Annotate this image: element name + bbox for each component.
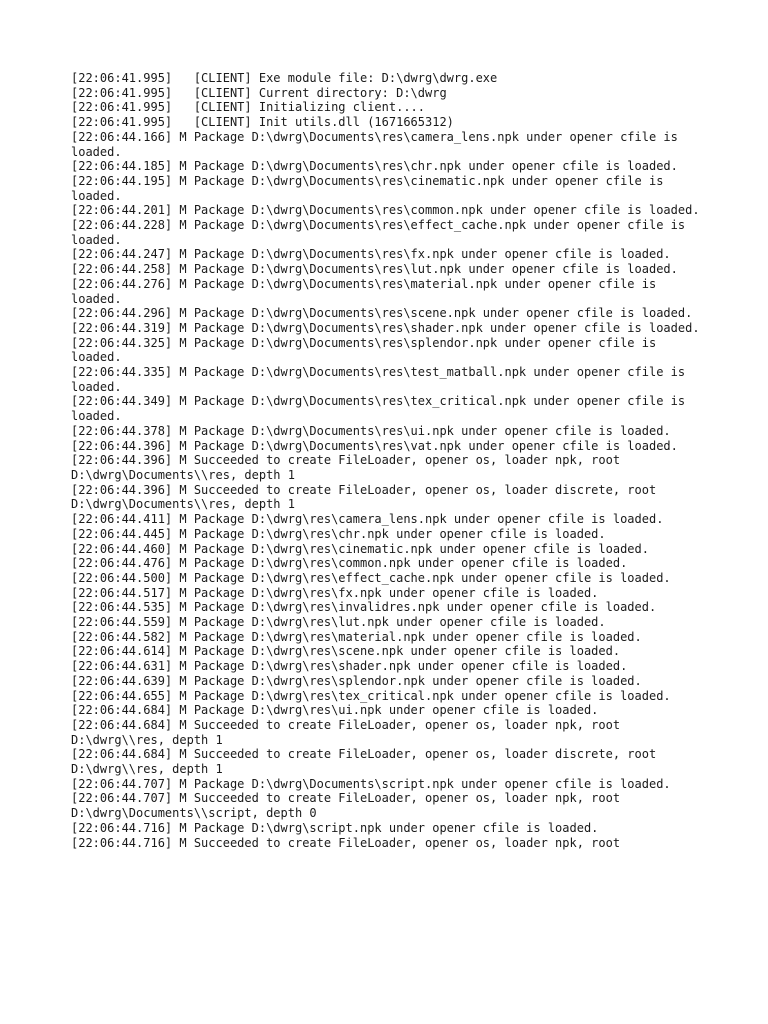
log-output xyxy=(71,71,701,850)
log-line: [22:06:44.716] M Succeeded to create FileLoader, opener os, loader npk, root xyxy=(71,835,621,850)
log-line: [22:06:44.639] M Package D:\dwrg\res\splendor.npk under opener cfile is loaded. xyxy=(71,673,642,688)
log-line: [22:06:44.296] M Package D:\dwrg\Documents\res\scene.npk under opener cfile is loaded. xyxy=(71,306,693,321)
log-line: [22:06:44.684] M Succeeded to create FileLoader, opener os, loader npk, root D:\dwrg\\res, depth 1 xyxy=(71,717,628,747)
log-line: [22:06:44.396] M Succeeded to create FileLoader, opener os, loader npk, root D:\dwrg\Documents\\res, depth 1 xyxy=(71,453,628,482)
log-line: [22:06:44.445] M Package D:\dwrg\res\chr.npk under opener cfile is loaded. xyxy=(71,526,606,541)
log-line: [22:06:44.535] M Package D:\dwrg\res\invalidres.npk under opener cfile is loaded. xyxy=(71,600,657,615)
log-line: [22:06:44.559] M Package D:\dwrg\res\lut.npk under opener cfile is loaded. xyxy=(71,615,606,630)
log-line: [22:06:44.319] M Package D:\dwrg\Documents\res\shader.npk under opener cfile is loaded. xyxy=(71,320,700,335)
log-line: [22:06:44.195] M Package D:\dwrg\Documents\res\cinematic.npk under opener cfile is loaded. xyxy=(71,173,671,203)
log-line: [22:06:44.396] M Succeeded to create FileLoader, opener os, loader discrete, root D:\dwrg\Documents\\res, depth 1 xyxy=(71,482,664,512)
log-line: [22:06:44.614] M Package D:\dwrg\res\scene.npk under opener cfile is loaded. xyxy=(71,644,621,659)
log-line: [22:06:44.684] M Succeeded to create FileLoader, opener os, loader discrete, root D:\dwrg\\res, depth 1 xyxy=(71,747,664,777)
log-line: [22:06:44.247] M Package D:\dwrg\Documents\res\fx.npk under opener cfile is loaded. xyxy=(71,247,671,262)
log-line: [22:06:44.185] M Package D:\dwrg\Documents\res\chr.npk under opener cfile is loaded. xyxy=(71,159,678,174)
log-line: [22:06:44.325] M Package D:\dwrg\Documents\res\splendor.npk under opener cfile is loaded. xyxy=(71,335,664,365)
log-line: [22:06:44.396] M Package D:\dwrg\Documents\res\vat.npk under opener cfile is loaded. xyxy=(71,438,678,453)
log-line: [22:06:44.411] M Package D:\dwrg\res\camera_lens.npk under opener cfile is loaded. xyxy=(71,512,664,527)
log-line: [22:06:44.582] M Package D:\dwrg\res\material.npk under opener cfile is loaded. xyxy=(71,629,642,644)
log-line: [22:06:44.707] M Package D:\dwrg\Documents\script.npk under opener cfile is loaded. xyxy=(71,776,671,791)
log-line: [22:06:44.460] M Package D:\dwrg\res\cinematic.npk under opener cfile is loaded. xyxy=(71,541,649,556)
log-line: [22:06:44.378] M Package D:\dwrg\Documents\res\ui.npk under opener cfile is loaded. xyxy=(71,423,671,438)
log-line: [22:06:44.500] M Package D:\dwrg\res\effect_cache.npk under opener cfile is loaded. xyxy=(71,570,671,585)
log-line: [22:06:44.655] M Package D:\dwrg\res\tex_critical.npk under opener cfile is loaded. xyxy=(71,688,671,703)
log-line: [22:06:41.995] [CLIENT] Initializing client.... xyxy=(71,100,426,115)
log-line: [22:06:44.517] M Package D:\dwrg\res\fx.npk under opener cfile is loaded. xyxy=(71,585,599,600)
log-line: [22:06:44.258] M Package D:\dwrg\Documents\res\lut.npk under opener cfile is loaded. xyxy=(71,262,678,277)
log-line: [22:06:44.335] M Package D:\dwrg\Documents\res\test_matball.npk under opener cfile is loaded. xyxy=(71,365,693,394)
log-line: [22:06:44.476] M Package D:\dwrg\res\common.npk under opener cfile is loaded. xyxy=(71,556,628,571)
log-line: [22:06:44.631] M Package D:\dwrg\res\shader.npk under opener cfile is loaded. xyxy=(71,659,628,674)
log-line: [22:06:41.995] [CLIENT] Current directory: D:\dwrg xyxy=(71,85,447,100)
log-line: [22:06:44.166] M Package D:\dwrg\Documents\res\camera_lens.npk under opener cfile is loaded. xyxy=(71,129,686,159)
log-line: [22:06:41.995] [CLIENT] Init utils.dll (1671665312) xyxy=(71,115,454,130)
log-line: [22:06:44.716] M Package D:\dwrg\script.npk under opener cfile is loaded. xyxy=(71,820,599,835)
log-line: [22:06:44.201] M Package D:\dwrg\Documents\res\common.npk under opener cfile is loaded. xyxy=(71,203,700,218)
log-line: [22:06:44.684] M Package D:\dwrg\res\ui.npk under opener cfile is loaded. xyxy=(71,703,599,718)
log-line: [22:06:41.995] [CLIENT] Exe module file: D:\dwrg\dwrg.exe xyxy=(71,71,498,85)
log-line: [22:06:44.349] M Package D:\dwrg\Documents\res\tex_critical.npk under opener cfile is loaded. xyxy=(71,394,693,424)
log-line: [22:06:44.276] M Package D:\dwrg\Documents\res\material.npk under opener cfile is loaded. xyxy=(71,276,664,306)
log-line: [22:06:44.228] M Package D:\dwrg\Documents\res\effect_cache.npk under opener cfile is loaded. xyxy=(71,218,693,247)
log-line: [22:06:44.707] M Succeeded to create FileLoader, opener os, loader npk, root D:\dwrg\Documents\\script, depth 0 xyxy=(71,791,628,821)
